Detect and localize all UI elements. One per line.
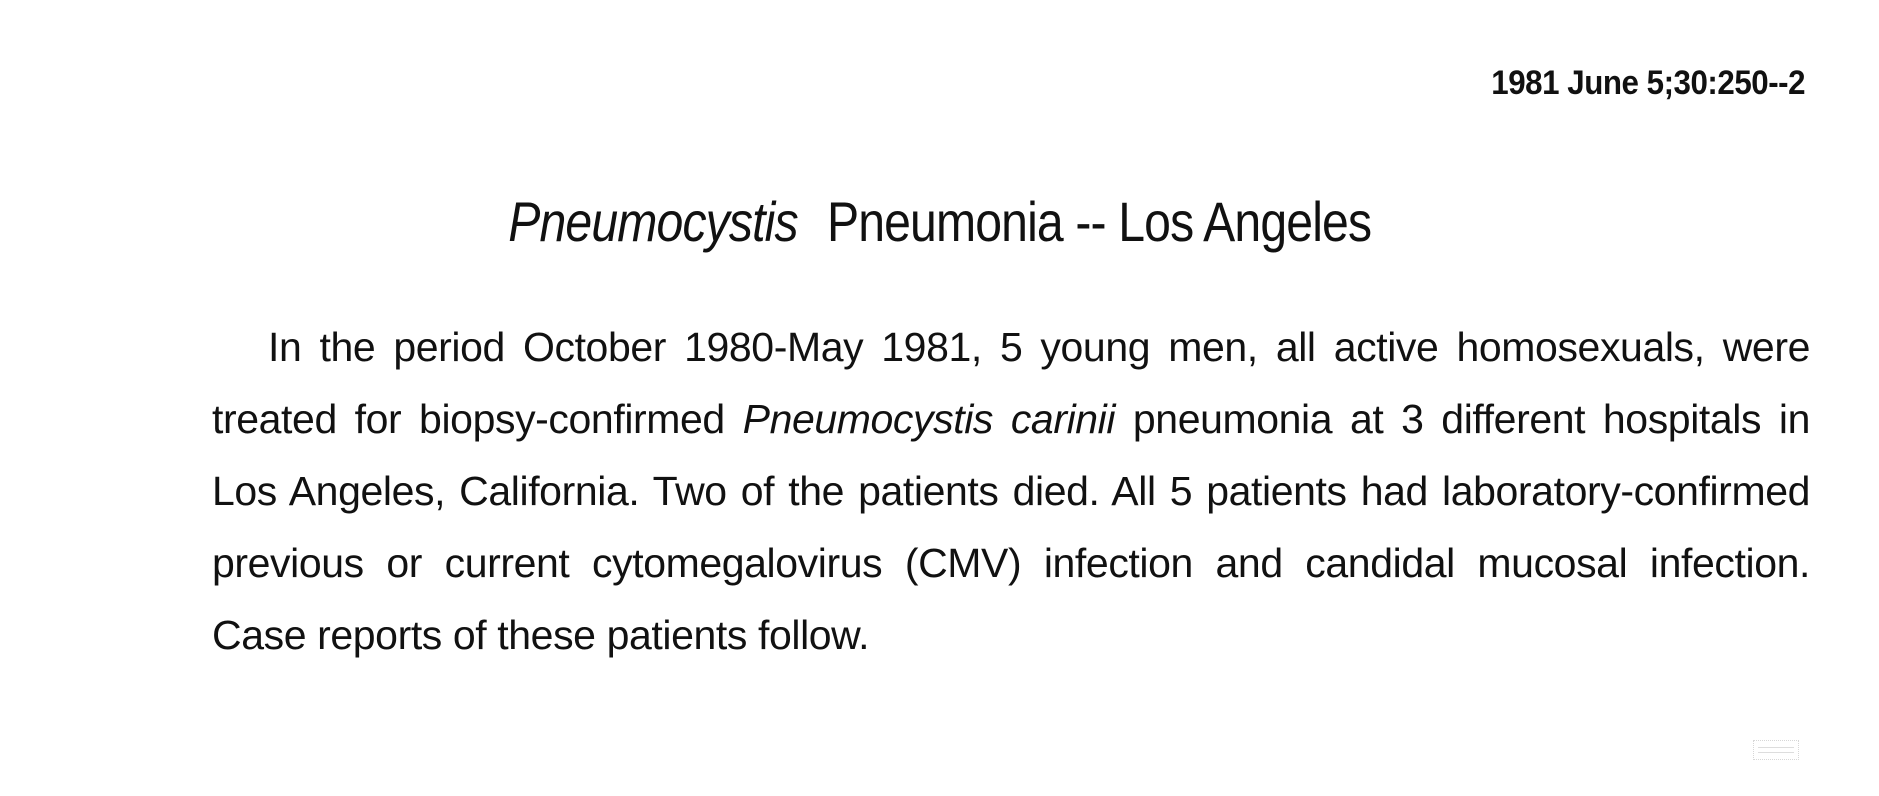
citation-reference: 1981 June 5;30:250--2 <box>1491 64 1805 102</box>
body-text-segment-2: pneumonia at 3 different hospitals in Los Angeles, California. Two of the patients died. All 5 patients had laboratory-confirmed previous or current cytomegalovirus (CMV) infection and candidal mucosal infection. Case reports of these patients follow. <box>212 396 1811 658</box>
body-text-italic-organism: Pneumocystis carinii <box>742 396 1116 442</box>
body-text-segment-1: In the period October 1980-May 1981, 5 young men, all active homosexuals, were treated for biopsy-confirmed <box>212 324 1810 442</box>
article-title <box>0 190 1879 254</box>
scan-mark-icon <box>1753 740 1799 760</box>
article-title-line <box>508 190 1371 254</box>
article-title-main: Pneumonia -- Los Angeles <box>826 190 1371 253</box>
body-paragraph <box>212 311 1810 671</box>
article-title-italic: Pneumocystis <box>508 190 798 253</box>
article-body <box>212 311 1810 671</box>
